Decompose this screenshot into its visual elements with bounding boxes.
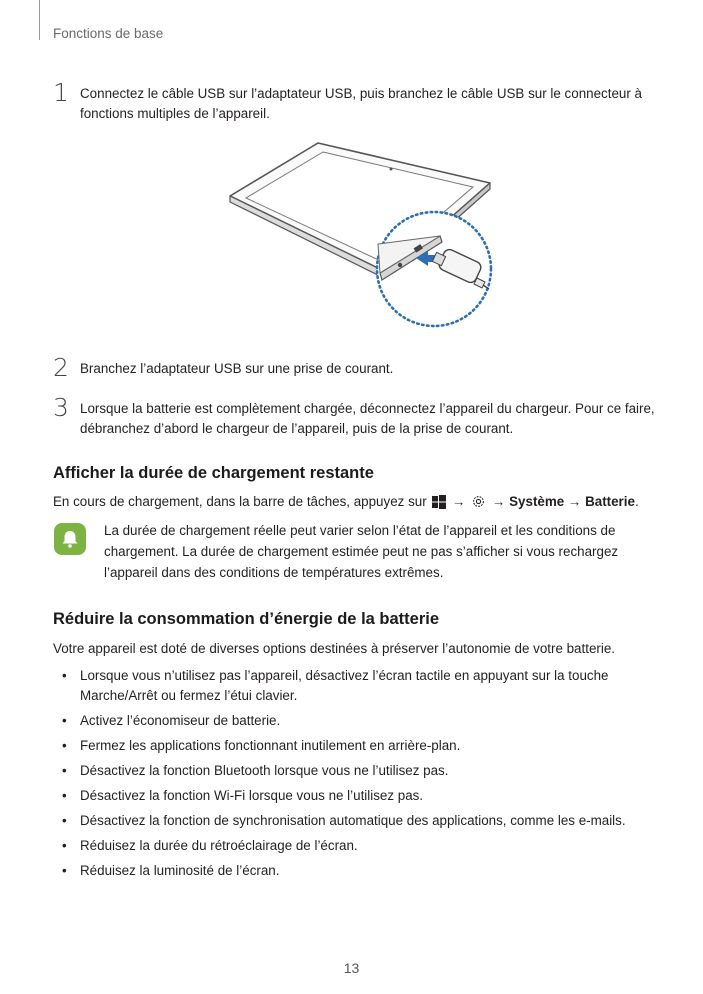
list-item: • Réduisez la durée du rétroéclairage de l’écran. [53,836,673,856]
battery-label: Batterie [585,494,635,509]
bullet: • [62,813,67,828]
bullet: • [62,863,67,878]
bullet: • [62,838,67,853]
step-text: Branchez l’adaptateur USB sur une prise de courant. [80,361,394,376]
bullet: • [62,763,67,778]
step-3 [53,393,663,439]
tablet-charging-illustration [228,138,498,333]
system-label: Système [509,494,565,509]
section-title-charging-time: Afficher la durée de chargement restante [53,464,374,482]
note-bell-icon [54,523,86,555]
list-item: • Désactivez la fonction Bluetooth lorsque vous ne l’utilisez pas. [53,761,673,781]
bullet: • [62,738,67,753]
bullet: • [62,668,67,683]
windows-start-icon [432,495,446,515]
page-header: Fonctions de base [53,26,164,41]
instruction-intro: En cours de chargement, dans la barre de tâches, appuyez sur [53,494,427,509]
battery-tips-list [53,666,673,886]
step-number: 2 [53,353,69,382]
period: . [634,494,639,509]
header-rule [39,0,40,40]
step-text: Connectez le câble USB sur l’adaptateur USB, puis branchez le câble USB sur le connecteur à fonctions multiples de l’appareil. [80,86,642,121]
step-number: 1 [53,78,69,107]
step-2 [53,353,663,382]
arrow: → [567,494,582,509]
step-text: Lorsque la batterie est complètement chargée, déconnectez l’appareil du chargeur. Pour ce faire, débranchez d’abord le chargeur de l’appareil, puis de la prise de courant. [80,401,655,436]
step-number: 3 [53,393,69,422]
list-item: • Réduisez la luminosité de l’écran. [53,861,673,881]
note-text: La durée de chargement réelle peut varier selon l’état de l’appareil et les conditions de chargement. La durée de chargement estimée peut ne pas s’afficher si vous rechargez l’appareil dans des conditions de températures extrêmes. [104,523,619,580]
section-title-battery-saving: Réduire la consommation d’énergie de la batterie [53,610,440,628]
arrow: → [492,494,506,509]
page-number: 13 [343,960,360,976]
bullet: • [62,788,67,803]
arrow: → [452,494,466,509]
list-item: • Désactivez la fonction Wi-Fi lorsque vous ne l’utilisez pas. [53,786,673,806]
battery-saving-intro: Votre appareil est doté de diverses options destinées à préserver l’autonomie de votre batterie. [53,641,615,656]
list-item: • Lorsque vous n’utilisez pas l’appareil, désactivez l’écran tactile en appuyant sur la touche Marche/Arrêt ou fermez l’étui clavier. [62,668,609,703]
list-item: • Fermez les applications fonctionnant inutilement en arrière-plan. [53,736,673,756]
bullet: • [62,713,67,728]
list-item: • Activez l’économiseur de batterie. [53,711,673,731]
step-1 [53,78,663,124]
charging-time-instructions [53,492,673,515]
list-item: • Désactivez la fonction de synchronisation automatique des applications, comme les e-mails. [53,811,673,831]
settings-gear-icon [471,494,486,515]
